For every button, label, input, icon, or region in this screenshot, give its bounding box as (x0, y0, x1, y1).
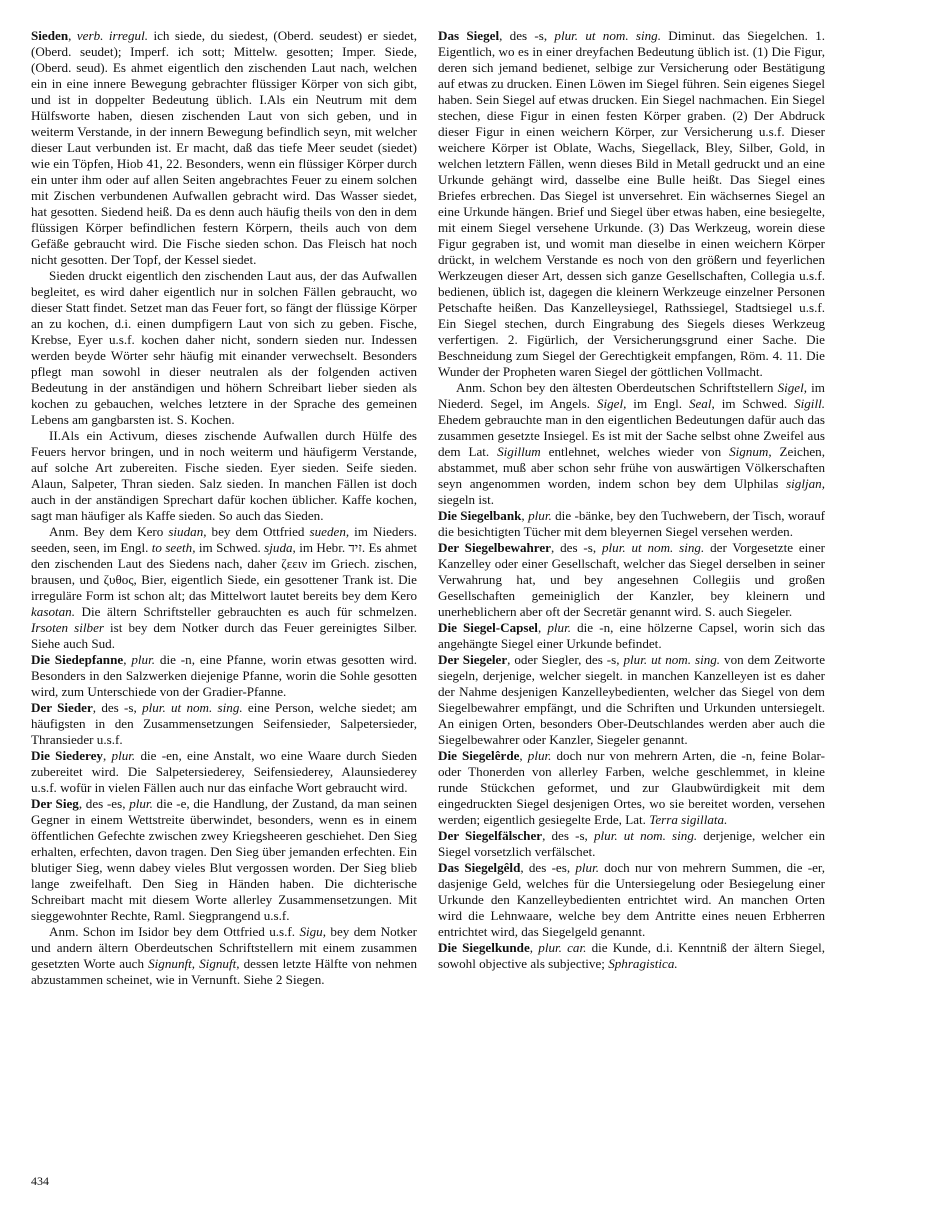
entry-headword: Die Siegelêrde (438, 748, 520, 763)
entry-text: derjenige, welcher ein Siegel vorsetzlich verfälschet. (438, 828, 826, 859)
entry-text: im Schwed. (714, 396, 795, 411)
entry-text: , des -s, (499, 28, 555, 43)
entry-headword: Der Siegeler (438, 652, 508, 667)
entry-text: die -en, eine Anstalt, wo eine Waare durch Sieden zubereitet wird. Die Salpetersiederey, Seifensiederey, Alaunsiederey u.s.f. wofür in vielen Fällen auch nur das einfache Wort gebraucht wird. (31, 748, 417, 795)
dictionary-entry (31, 924, 417, 988)
entry-headword: Das Siegel (438, 28, 500, 43)
entry-italic-text: Sigillum (497, 444, 541, 459)
entry-italic-text: sueden, (309, 524, 350, 539)
dictionary-entry (31, 268, 417, 428)
entry-headword: Der Siegelbewahrer (438, 540, 551, 555)
entry-text: die -bänke, bey den Tuchwebern, der Tisch, worauf die besichtigten Tücher mit dem bleyernen Siegel versehen werden. (438, 508, 826, 539)
entry-text: im Hebr. זיד. Es ahmet den zischenden Laut des Siedens nach, daher ζεειν im Griech. zischen, brausen, und ζυθος, Bier, eigentlich Siede, ein gesottener Trank ist. Die irreguläre Form ist schon alt; das Mittelwort lautet bereits bey dem Kero (31, 540, 417, 603)
dictionary-entry (438, 828, 825, 860)
entry-italic-text: Irsoten silber (31, 620, 104, 635)
dictionary-entry (438, 620, 825, 652)
dictionary-entry (438, 860, 825, 940)
entry-italic-text: sigljan, (786, 476, 825, 491)
entry-text: im Niederd. Segel, im Angels. (438, 380, 825, 411)
entry-headword: Der Sieg (31, 796, 79, 811)
entry-text: , (529, 940, 539, 955)
dictionary-entry (31, 700, 417, 748)
entry-italic-text: Signunft, Signuft, (148, 956, 240, 971)
entry-text: doch nur von mehrern Arten, die -n, feine Bolar- oder Thonerden von allerley Farben, welche geschlemmet, in kleine runde Stückchen geformet, und zur Glaubwürdigkeit mit dem eingedruckten Siegel desjenigen Ortes, wo sie bereitet worden, versehen werden; eigentlich gesiegelte Erde, Lat. (438, 748, 826, 827)
entry-text: , des -s, (92, 700, 143, 715)
entry-text: , (123, 652, 132, 667)
dictionary-entry (438, 380, 825, 508)
entry-text: von dem Zeitworte siegeln, derjenige, welcher siegelt. in manchen Kanzelleyen ist es daher der Nahme desjenigen Kanzelleybedienten, welcher das Siegel von dem Siegelbewahrer empfängt, und die Schriften und Urkunden untersiegelt. An einigen Orten, besonders Ober-Deutschlandes werden aber auch die Siegelbewahrer oder Kanzler, Siegeler genannt. (438, 652, 826, 747)
entry-text: Anm. Schon bey den ältesten Oberdeutschen Schriftstellern (456, 380, 778, 395)
entry-italic-text: plur. ut nom. sing. (623, 652, 721, 667)
entry-italic-text: kasotan. (31, 604, 76, 619)
entry-text: , des -es, (78, 796, 130, 811)
entry-text: im Nieders. seeden, seen, im Engl. (31, 524, 417, 555)
entry-italic-text: Sigel, (596, 396, 627, 411)
entry-text: die -n, eine hölzerne Capsel, worin sich das angehängte Siegel einer Urkunde befindet. (438, 620, 825, 651)
entry-italic-text: plur. (111, 748, 136, 763)
entry-italic-text: Sigel, (777, 380, 808, 395)
entry-italic-text: plur. (575, 860, 600, 875)
dictionary-entry (438, 540, 825, 620)
entry-text: II.Als ein Activum, dieses zischende Aufwallen durch Hülfe des Feuers hervor bringen, und in noch weiterm und häufigerm Verstande, auf solche Art zubereiten. Fische sieden. Eyer sieden. Seife sieden. Alaun, Salpeter, Thran sieden. Salz sieden. In manchen Fällen ist doch auch in der anständigen Sprechart dafür kochen üblicher. Kaffe kochen, sagt man häufiger als Kaffe sieden. So auch das Sieden. (31, 428, 417, 523)
right-column (438, 28, 825, 972)
entry-italic-text: plur. (131, 652, 156, 667)
entry-italic-text: Sigill. (794, 396, 825, 411)
entry-text: , (102, 748, 112, 763)
entry-text: Diminut. das Siegelchen. 1. Eigentlich, wo es in einer dreyfachen Bedeutung üblich ist. (1) Die Figur, deren sich jemand bedienet, selbige zur Versicherung oder Bestätigung auf etwas zu drucken. Einen Löwen im Siegel führen. Sein eigenes Siegel haben. Sein Siegel auf etwas drucken. Ein Siegel nachmachen. Ein Siegel stechen, diese Figur in einen festen Körper graben. (2) Der Abdruck dieser Figur in einen weichern Körper, zur Versicherung u.s.f. Dieser weichere Körper ist Oblate, Wachs, Siegellack, Bley, Silber, Gold, in welchen letztern Fällen, wenn dieses Bild in Metall gedruckt und an eine Urkunde gehängt wird, dasselbe eine Bulle heißt. Das Siegel eines Briefes erbrechen. Das Siegel ist unversehret. Ein wächsernes Siegel an eine Urkunde hängen. Brief und Siegel über etwas haben, eine besiegelte, mit einem Siegel versehene Urkunde. (3) Das Werkzeug, worein diese Figur gegraben ist, und womit man dieselbe in einen weichern Körper drückt, in welchem Verstande es noch von den größern und feyerlichen Werkzeugen dieser Art, dessen sich ganze Gesellschaften, Collegia u.s.f. bedienen, üblich ist, dagegen die kleinern Werkzeuge einzelner Personen Petschafte heißen. Das Kanzelleysiegel, Rathssiegel, Stadtsiegel u.s.f. Ein Siegel stechen, durch Eingrabung des Siegels dieses Werkzeug verfertigen. 2. Figürlich, der Versicherungsgrund einer Sache. Die Beschneidung zum Siegel der Gerechtigkeit empfangen, Röm. 4. 11. Die Wunder der Propheten waren Siegel der göttlichen Vollmacht. (438, 28, 826, 379)
entry-headword: Die Siegel-Capsel (438, 620, 538, 635)
entry-text: entlehnet, welches wieder von (540, 444, 730, 459)
entry-text: die -e, die Handlung, der Zustand, da man seinen Gegner in einem Wettstreite überwindet, besonders, wenn es in einem öffentlichen Gefechte zwischen zwey Kriegsheeren geschiehet. Den Sieg erhalten, erfechten, davon tragen. Den Sieg über jemanden erfechten. Ein blutiger Sieg, wenn dabey vieles Blut vergossen worden. Der Sieg blieb lange zweifelhaft. Den Sieg in Händen haben. Die dichterische Schreibart macht mit diesem Worte allerley Zusammensetzungen. Mit sieggewohnter Rechte, Raml. Siegprangend u.s.f. (31, 796, 417, 923)
entry-text: Anm. Bey dem Kero (49, 524, 169, 539)
entry-text: im Schwed. (195, 540, 265, 555)
dictionary-entry (31, 652, 417, 700)
entry-italic-text: plur. (547, 620, 571, 635)
entry-text: Sieden druckt eigentlich den zischenden Laut aus, der das Aufwallen begleitet, es wird daher eigentlich nur in solchen Fällen gebraucht, wo dieser Statt findet. Setzet man das Feuer fort, so fängt der flüssige Körper an zu kochen, d.i. einen dumpfigern Laut von sich zu geben. Fische, Krebse, Eyer u.s.f. kochen daher nicht, sondern sieden nur. Indessen werden beyde Wörter sehr häufig mit einander verwechselt. Besonders pflegt man sowohl in dieser neutralen als der folgenden activen Bedeutung in der anständigen und höhern Schreibart lieber sieden als kochen zu gebauchen, welches letztere in der Sprache des gemeinen Lebens am gangbarsten ist. S. Kochen. (31, 268, 417, 427)
dictionary-entry (31, 28, 417, 268)
entry-italic-text: plur. ut nom. sing. (601, 540, 705, 555)
entry-text: , (537, 620, 548, 635)
entry-italic-text: Signum, (729, 444, 772, 459)
entry-text: dessen letzte Hälfte von nehmen abzustammen scheinet, wie in Vernunft. Siehe 2 Siegen. (31, 956, 417, 987)
entry-text: , oder Siegler, des -s, (507, 652, 624, 667)
entry-text: die Kunde, d.i. Kenntniß der ältern Siegel, sowohl objective als subjective; (438, 940, 825, 971)
entry-headword: Sieden (31, 28, 69, 43)
entry-text: ich siede, du siedest, (Oberd. seudest) er siedet, (Oberd. seudet); Imperf. ich sott; Mittelw. gesotten; Imper. Siede, (Oberd. seud). Es ahmet eigentlich den zischenden Laut nach, welchen ein in eine innere Bewegung gebrachter flüssiger Körper von sich gibt, und ist in doppelter Bedeutung üblich. I.Als ein Neutrum mit dem Hülfsworte haben, diesen zischenden Laut von sich geben, und in weiterm Verstande, in der innern Bewegung befindlich seyn, mit welcher dieser Laut verbunden ist. Er macht, daß das tiefe Meer seudet (siedet) wie ein Töpfen, Hiob 41, 22. Besonders, wenn ein flüssiger Körper durch ein unter ihm oder auf allen Seiten angebrachtes Feuer zu einem solchen mit Zischen verbundenen Aufwallen gebracht wird. Das Wasser siedet, hat gesotten. Siedend heiß. Da es denn auch häufig theils von den in dem flüssigen Körper befindlichen festern Körpern, theils auch von dem Gefäße gebraucht wird. Die Fische sieden schon. Das Fleisch hat noch nicht gesotten. Der Topf, der Kessel siedet. (31, 28, 418, 267)
dictionary-entry (31, 748, 417, 796)
entry-italic-text: siudan, (168, 524, 207, 539)
entry-text: eine Person, welche siedet; am häufigsten in den Zusammensetzungen Seifensieder, Salpetersieder, Thransieder u.s.f. (31, 700, 418, 747)
entry-italic-text: plur. car. (538, 940, 587, 955)
entry-text: ist bey dem Notker durch das Feuer gereinigtes Silber. Siehe auch Sud. (31, 620, 417, 651)
entry-italic-text: Seal, (688, 396, 715, 411)
entry-text: bey dem Notker und andern ältern Oberdeutschen Schriftstellern mit einem zusammen gesetzten Worte auch (31, 924, 417, 971)
entry-text: , (519, 748, 528, 763)
entry-italic-text: plur. (129, 796, 153, 811)
entry-headword: Das Siegelgêld (438, 860, 521, 875)
dictionary-entry (31, 428, 417, 524)
entry-text: Die ältern Schriftsteller gebrauchten es auch für schmelzen. (75, 604, 417, 619)
entry-italic-text: plur. (527, 748, 552, 763)
entry-italic-text: plur. ut nom. sing. (554, 28, 661, 43)
left-column (31, 28, 417, 988)
dictionary-entry (438, 508, 825, 540)
entry-italic-text: Sigu, (299, 924, 326, 939)
dictionary-entry (438, 652, 825, 748)
entry-text: die -n, eine Pfanne, worin etwas gesotten wird. Besonders in den Salzwerken diejenige Pfanne, worin die Sohle gesotten wird, zum Unterschiede von der Gradier-Pfanne. (31, 652, 418, 699)
entry-italic-text: Sphragistica. (608, 956, 678, 971)
dictionary-entry (438, 28, 825, 380)
entry-italic-text: verb. irregul. (76, 28, 148, 43)
entry-text: Zeichen, abstammet, muß aber schon sehr frühe von auswärtigen Völkerschaften seyn angenommen worden, indem schon bey dem Ulphilas (438, 444, 825, 491)
entry-text: Ehedem gebrauchte man in den eigentlichen Bedeutungen dafür auch das zusammen gesetzte Insiegel. Es ist mit der Sache selbst ohne Zweifel aus dem Lat. (438, 412, 825, 459)
dictionary-entry (438, 940, 825, 972)
entry-text: , (68, 28, 77, 43)
entry-italic-text: sjuda, (264, 540, 296, 555)
dictionary-entry (31, 796, 417, 924)
entry-text: bey dem Ottfried (206, 524, 310, 539)
dictionary-entry (438, 748, 825, 828)
entry-italic-text: plur. (528, 508, 552, 523)
entry-italic-text: plur. ut nom. sing. (142, 700, 243, 715)
entry-italic-text: plur. ut nom. sing. (593, 828, 698, 843)
entry-headword: Der Siegelfälscher (438, 828, 543, 843)
page-number: 434 (31, 1174, 49, 1188)
entry-headword: Die Siedepfanne (31, 652, 124, 667)
entry-text: , (521, 508, 529, 523)
entry-text: , des -s, (551, 540, 602, 555)
entry-headword: Der Sieder (31, 700, 93, 715)
dictionary-entry (31, 524, 417, 652)
entry-headword: Die Siederey (31, 748, 103, 763)
entry-text: im Engl. (626, 396, 689, 411)
entry-text: , des -es, (520, 860, 576, 875)
entry-text: siegeln ist. (438, 492, 495, 507)
entry-italic-text: Terra sigillata. (649, 812, 728, 827)
entry-headword: Die Siegelkunde (438, 940, 530, 955)
entry-text: Anm. Schon im Isidor bey dem Ottfried u.s.f. (49, 924, 300, 939)
entry-text: der Vorgesetzte einer Kanzelley oder einer Gesellschaft, welcher das Siegel derselben in seiner Verwahrung hat, und bey angesehnen Collegiis und großen Gesellschaften gemeiniglich der Kanzler, bey kleinern und unerheblichern aber oft der Secretär genannt wird. S. auch Siegeler. (438, 540, 826, 619)
entry-text: , des -s, (542, 828, 594, 843)
entry-italic-text: to seeth, (151, 540, 196, 555)
entry-headword: Die Siegelbank (438, 508, 522, 523)
entry-text: doch nur von mehrern Summen, die -er, dasjenige Geld, welches für die Untersiegelung oder Besiegelung einer Urkunde den Kanzelleybedienten entrichtet wird. An manchen Orten wird die Lehnwaare, welche bey dem Antritte eines neuen Erbherren entrichtet wird, das Siegelgeld genannt. (438, 860, 825, 939)
